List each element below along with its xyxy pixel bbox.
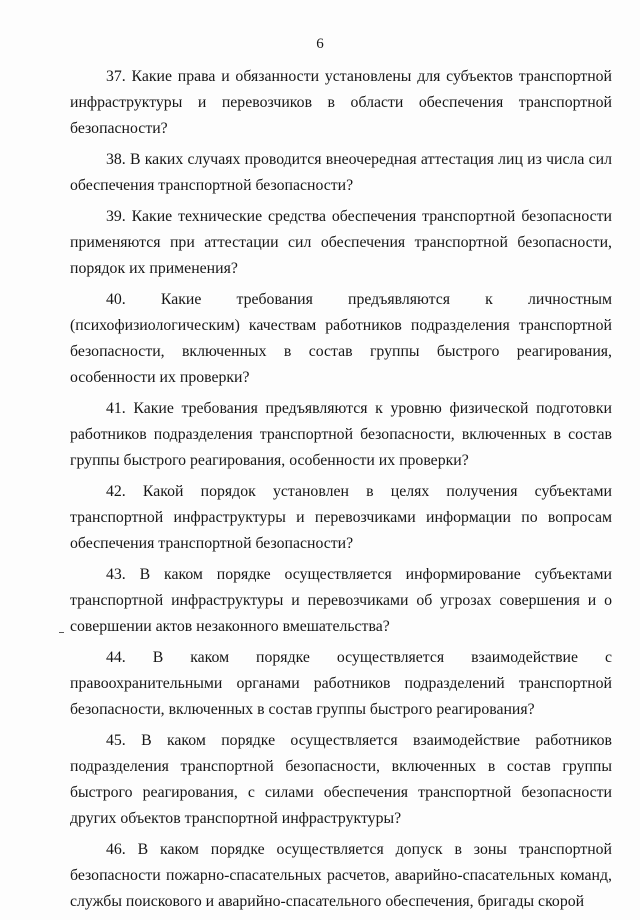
question-38: 38. В каких случаях проводится внеочередная аттестация лиц из числа сил обеспечения транспортной безопасности?	[70, 151, 612, 194]
question-39: 39. Какие технические средства обеспечения транспортной безопасности применяются при аттестации сил обеспечения транспортной безопасности, порядок их применения?	[70, 208, 612, 277]
question-list	[70, 64, 612, 915]
question-44: 44. В каком порядке осуществляется взаимодействие с правоохранительными органами работников подразделений транспортной безопасности, включенных в состав группы быстрого реагирования?	[70, 649, 612, 718]
scan-mark	[59, 632, 64, 633]
page-number: 6	[316, 36, 324, 52]
question-46: 46. В каком порядке осуществляется допуск в зоны транспортной безопасности пожарно-спасательных расчетов, аварийно-спасательных команд, службы поискового и аварийно-спасательного обеспечения, бригады скорой	[70, 841, 612, 910]
question-42: 42. Какой порядок установлен в целях получения субъектами транспортной инфраструктуры и перевозчиками информации по вопросам обеспечения транспортной безопасности?	[70, 483, 612, 552]
question-41: 41. Какие требования предъявляются к уровню физической подготовки работников подразделения транспортной безопасности, включенных в состав группы быстрого реагирования, особенности их проверки?	[70, 400, 612, 469]
question-45: 45. В каком порядке осуществляется взаимодействие работников подразделения транспортной безопасности, включенных в состав группы быстрого реагирования, с силами обеспечения транспортной безопасности других объектов транспортной инфраструктуры?	[70, 732, 612, 827]
question-40: 40. Какие требования предъявляются к личностным (психофизиологическим) качествам работников подразделения транспортной безопасности, включенных в состав группы быстрого реагирования, особенности их проверки?	[70, 291, 612, 386]
question-37: 37. Какие права и обязанности установлены для субъектов транспортной инфраструктуры и перевозчиков в области обеспечения транспортной безопасности?	[70, 68, 612, 137]
question-43: 43. В каком порядке осуществляется информирование субъектами транспортной инфраструктуры и перевозчиками об угрозах совершения и о совершении актов незаконного вмешательства?	[70, 566, 612, 635]
